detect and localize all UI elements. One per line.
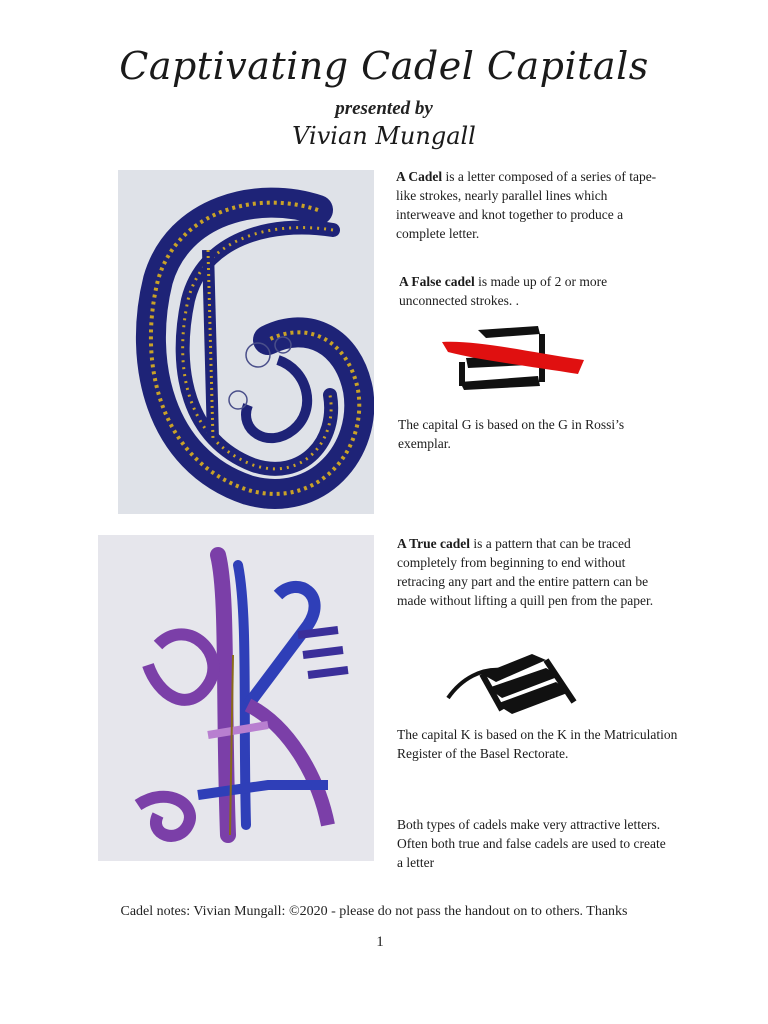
page-subtitle: presented by	[335, 98, 433, 119]
cadel-definition	[396, 167, 668, 243]
capital-g-illustration	[118, 170, 374, 514]
capital-g-note: The capital G is based on the G in Rossi’s exemplar.	[398, 417, 625, 451]
false-cadel-term: A False cadel	[399, 274, 475, 289]
true-cadel-drawing	[442, 648, 584, 718]
footer-notice: Cadel notes: Vivian Mungall: ©2020 - please do not pass the handout on to others. Thanks	[120, 904, 628, 919]
true-cadel-term: A True cadel	[397, 536, 470, 551]
true-cadel-illustration	[442, 648, 584, 718]
false-cadel-text: is made up of 2 or more unconnected strokes. .	[399, 274, 608, 308]
both-types-note: Both types of cadels make very attractive letters. Often both true and false cadels are used to create a letter	[397, 817, 666, 870]
false-cadel-illustration	[438, 322, 588, 392]
cadel-term: A Cadel	[396, 169, 443, 184]
page-title: Captivating Cadel Capitals	[119, 44, 649, 88]
capital-g-photo	[118, 170, 374, 514]
cadel-text: is a letter composed of a series of tape-like strokes, nearly parallel lines which interweave and knot together to produce a complete letter.	[396, 169, 657, 241]
capital-k-note: The capital K is based on the K in the Matriculation Register of the Basel Rectorate.	[397, 727, 678, 761]
author-name: Vivian Mungall	[292, 122, 476, 150]
capital-k-illustration	[98, 535, 374, 861]
true-cadel-definition	[397, 534, 669, 610]
false-cadel-definition	[399, 272, 661, 310]
false-cadel-drawing	[438, 322, 588, 392]
capital-k-photo	[98, 535, 374, 861]
page-number: 1	[376, 934, 384, 950]
true-cadel-text: is a pattern that can be traced completely from beginning to end without retracing any part and the entire pattern can be made without lifting a quill pen from the paper.	[397, 536, 654, 608]
